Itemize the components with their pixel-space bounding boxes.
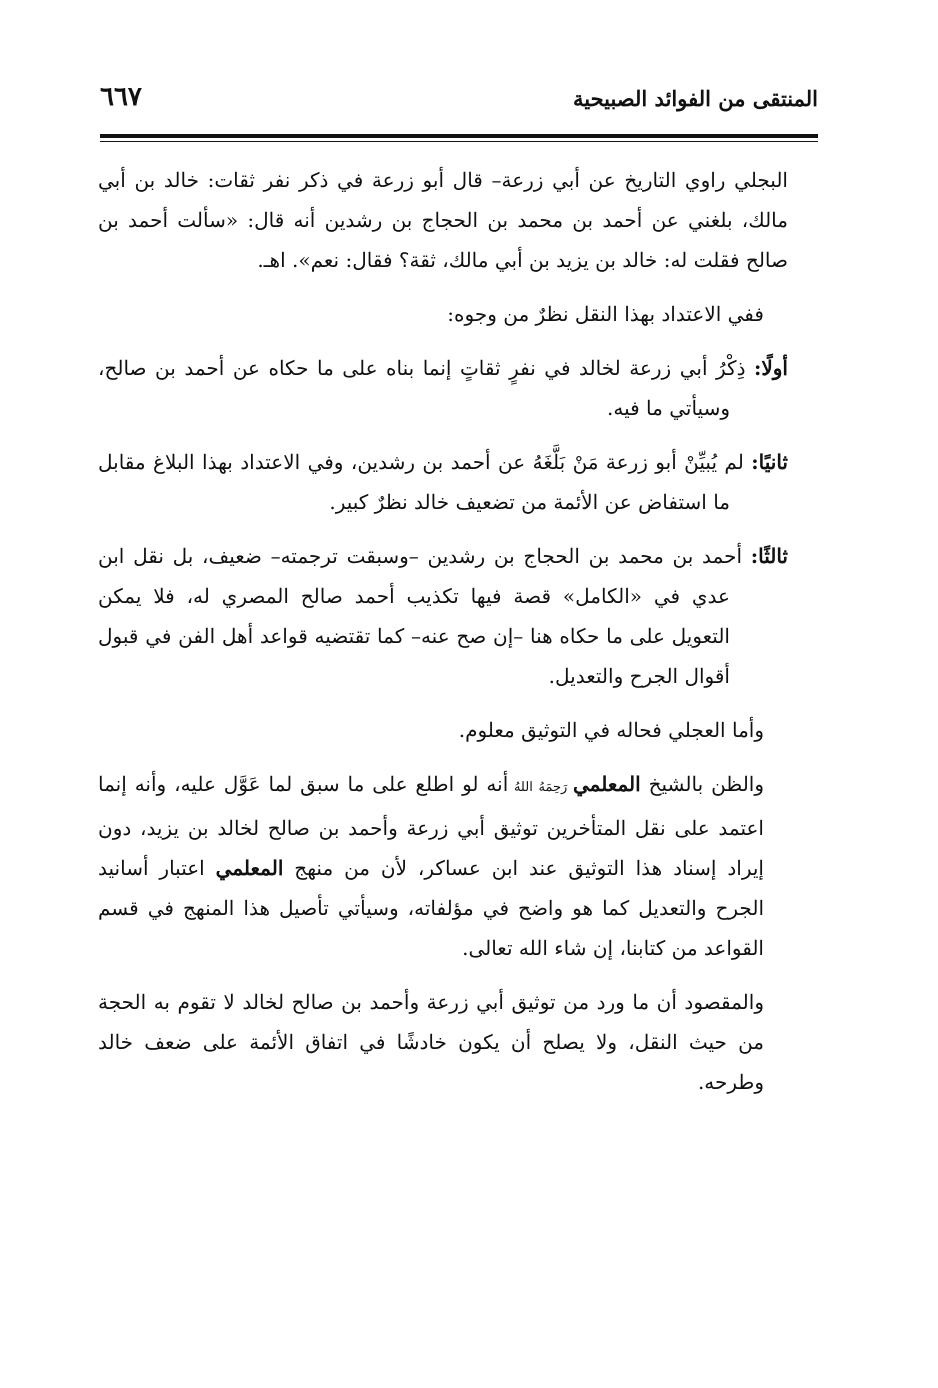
point-second-text: لم يُبيِّنْ أبو زرعة مَنْ بَلَّغَهُ عن أحمد بن رشدين، وفي الاعتداد بهذا البلاغ مقابل ما استفاض عن الأئمة من تضعيف خالد نظرٌ كبير. (98, 450, 752, 514)
point-second (98, 442, 788, 522)
point-first (98, 348, 788, 428)
scholar-name-2: المعلمي (215, 856, 284, 880)
paragraph-4-a: والظن بالشيخ (640, 772, 765, 796)
paragraph-5: والمقصود أن ما ورد من توثيق أبي زرعة وأحمد بن صالح لخالد لا تقوم به الحجة من حيث النقل، ولا يصلح أن يكون خادشًا في اتفاق الأئمة على ضعف خالد وطرحه. (98, 990, 765, 1094)
paragraph-4-b: أنه لو اطلع على ما سبق لما عَوَّل عليه، وأنه إنما اعتمد على نقل المتأخرين توثيق أبي زرعة وأحمد بن صالح لخالد بن يزيد، دون إيراد إسناد هذا التوثيق عند ابن عساكر، لأن من منهج (98, 772, 764, 880)
header-rule-thin (100, 141, 818, 142)
point-first-text: ذِكْرُ أبي زرعة لخالد في نفرٍ ثقاتٍ إنما بناه على ما حكاه عن أحمد بن صالح، وسيأتي ما فيه. (98, 356, 754, 420)
paragraph-4-c: اعتبار أسانيد الجرح والتعديل كما هو واضح في مؤلفاته، وسيأتي تأصيل هذا المنهج في قسم القواعد من كتابنا، إن شاء الله تعالى. (98, 856, 764, 960)
paragraph-1: البجلي راوي التاريخ عن أبي زرعة– قال أبو زرعة في ذكر نفر ثقات: خالد بن أبي مالك، بلغني عن أحمد بن محمد بن الحجاج بن رشدين أنه قال: «سألت أحمد بن صالح فقلت له: خالد بن يزيد بن أبي مالك، ثقة؟ فقال: نعم». اهـ. (98, 168, 788, 272)
point-first-lead: أولًا: (753, 356, 788, 380)
paragraph-3: وأما العجلي فحاله في التوثيق معلوم. (458, 718, 764, 742)
honorific: رَحِمَهُ اللهُ (508, 780, 573, 795)
page-header (96, 80, 818, 120)
paragraph-4 (98, 764, 788, 968)
page-number: ٦٦٧ (100, 82, 142, 112)
header-rule (100, 134, 818, 138)
point-third-text: أحمد بن محمد بن الحجاج بن رشدين –وسبقت ترجمته– ضعيف، بل نقل ابن عدي في «الكامل» قصة فيها تكذيب أحمد صالح المصري له، فلا يمكن التعويل على ما حكاه هنا –إن صح عنه– كما تقتضيه قواعد أهل الفن في قبول أقوال الجرح والتعديل. (98, 544, 751, 688)
point-third (98, 536, 788, 696)
point-second-lead: ثانيًا: (751, 450, 788, 474)
body-text (98, 160, 788, 1116)
paragraph-2: ففي الاعتداد بهذا النقل نظرٌ من وجوه: (447, 302, 764, 326)
scholar-name: المعلمي (572, 772, 641, 796)
point-third-lead: ثالثًا: (750, 544, 788, 568)
running-title: المنتقى من الفوائد الصبيحية (572, 86, 818, 111)
